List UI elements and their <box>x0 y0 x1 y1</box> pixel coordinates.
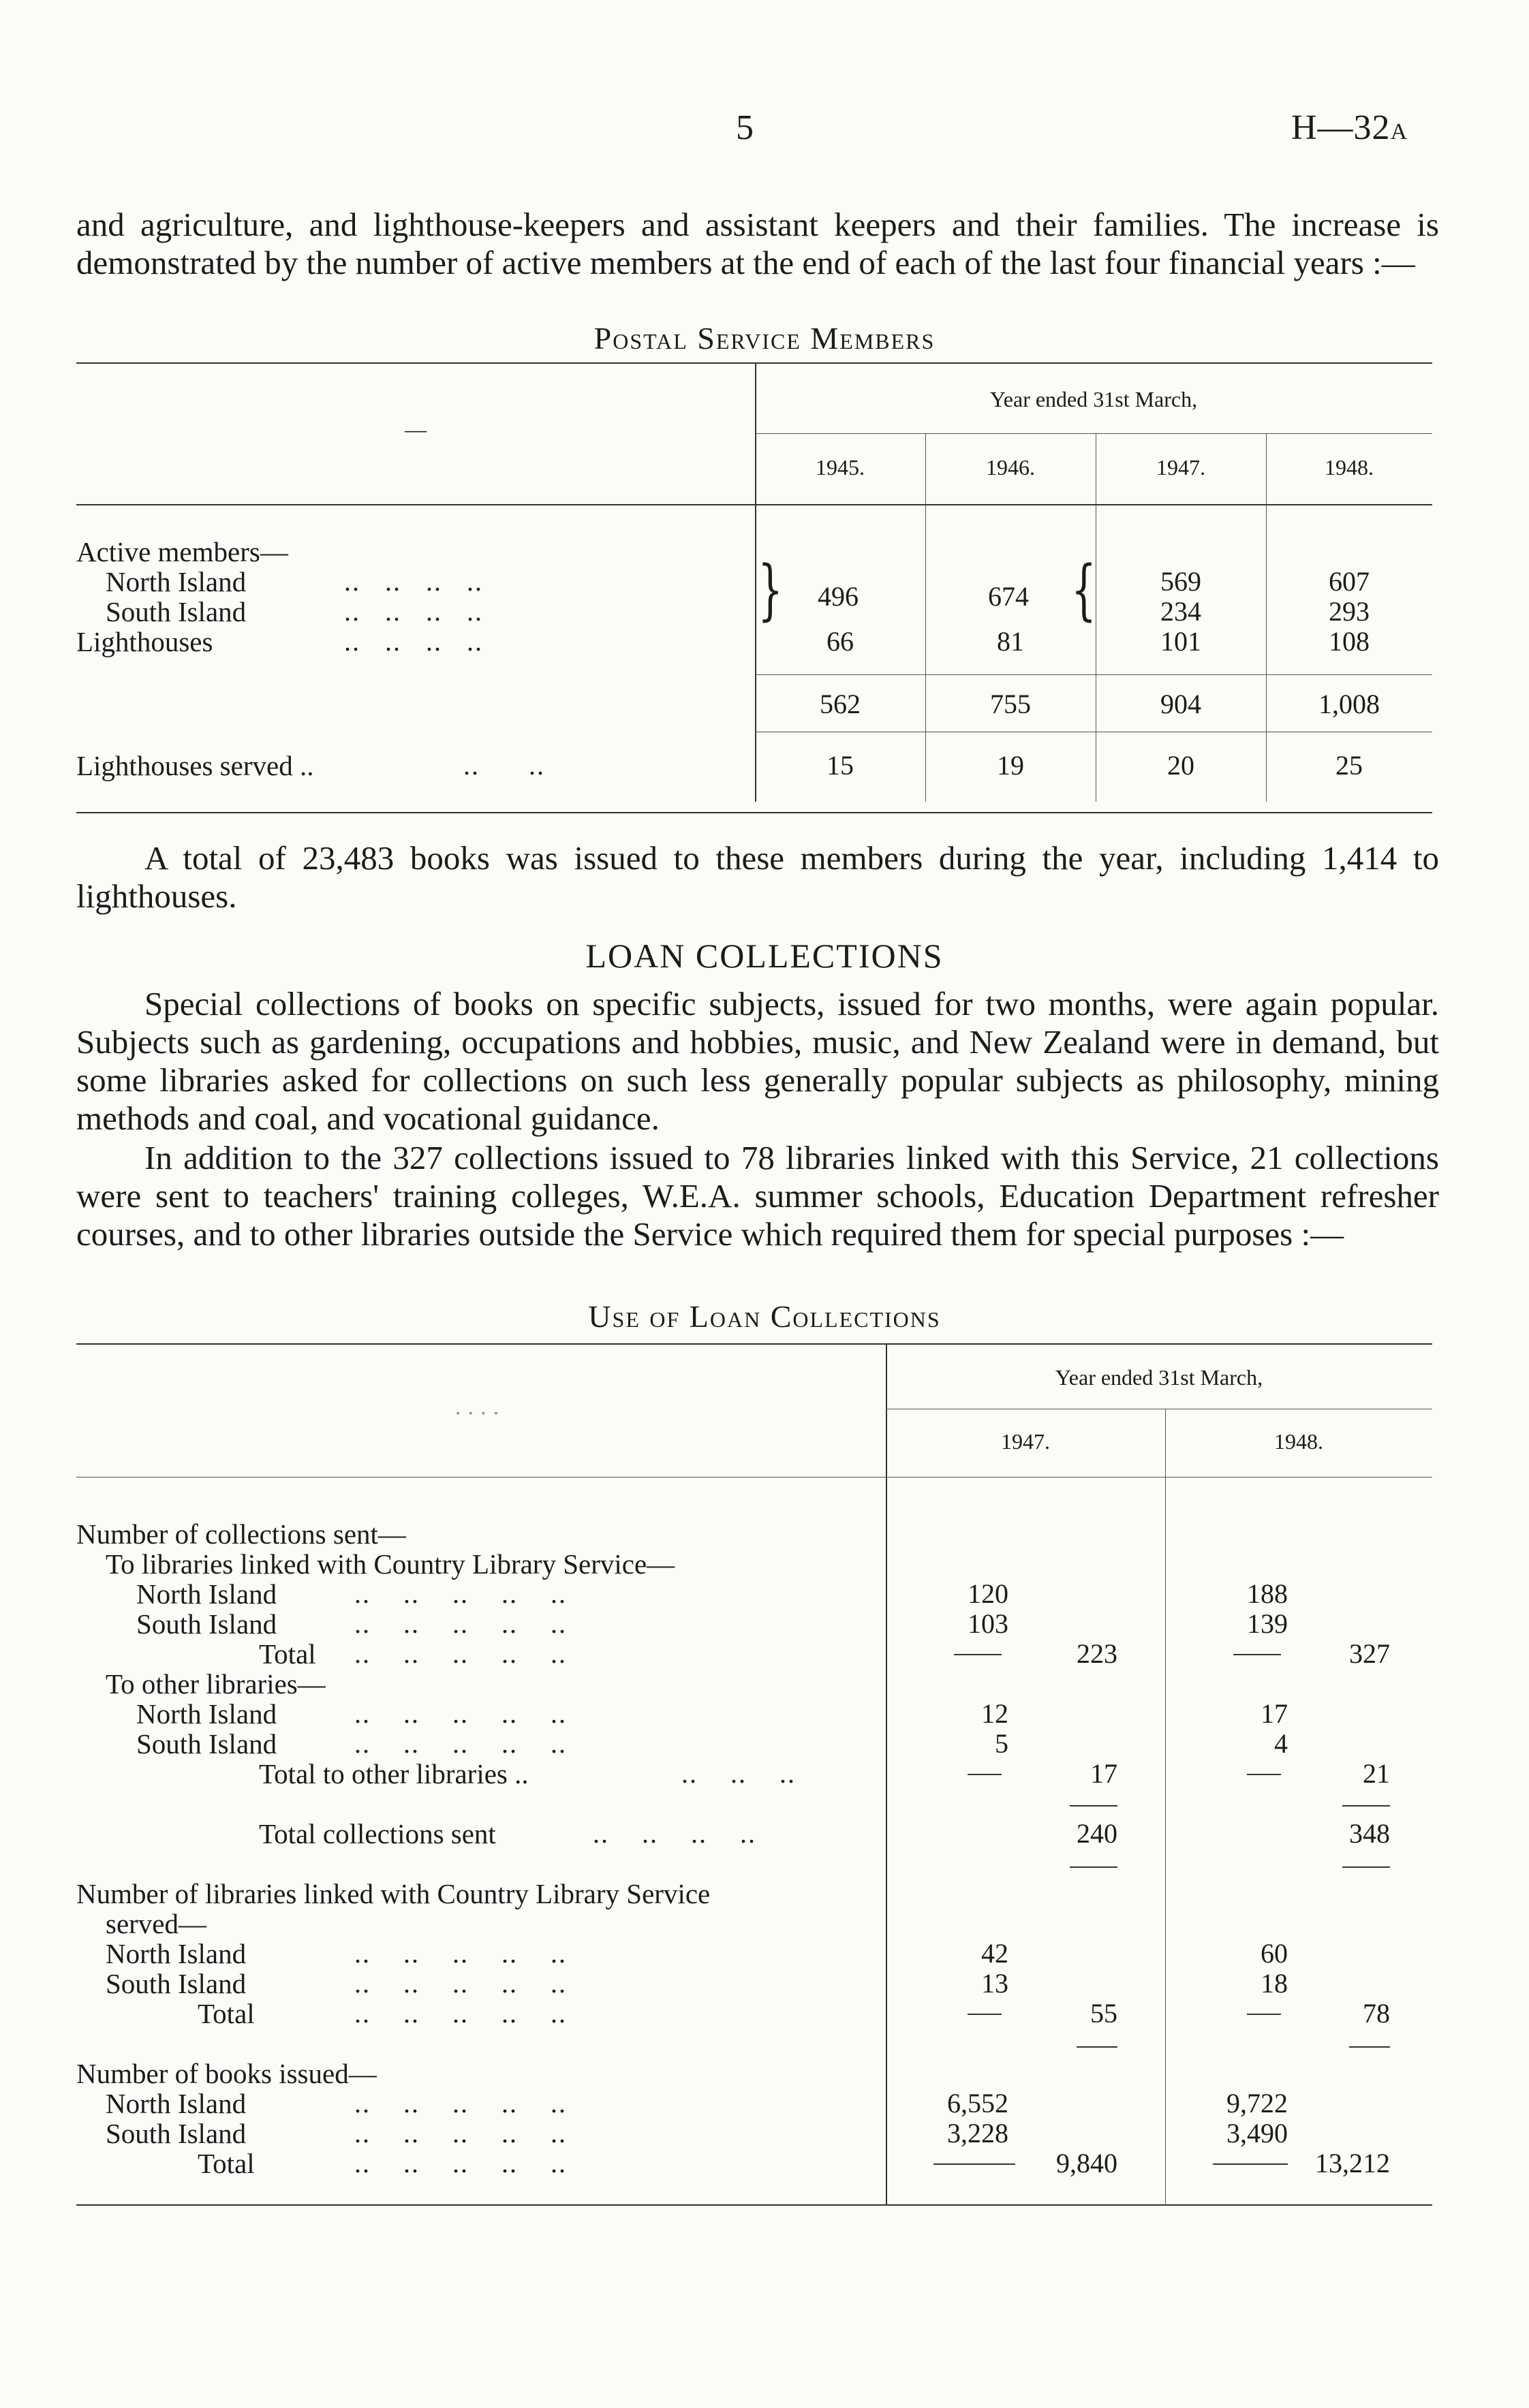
table2-stub-header: · · · · <box>454 1401 500 1425</box>
t2-label-to-other: To other libraries— <box>106 1668 326 1700</box>
t2-dots-south-served: .. .. .. .. .. <box>354 1968 567 1999</box>
document-code-suffix: A <box>1390 119 1408 144</box>
document-code-main: H—32 <box>1291 108 1391 147</box>
t2-label-south-other: South Island <box>136 1728 277 1760</box>
t2-south-books-1947: 3,228 <box>947 2118 1008 2148</box>
table1-combined-1945: 496 <box>818 581 859 612</box>
t2-north-linked-1947: 120 <box>968 1578 1008 1609</box>
table1-total-1947: 904 <box>1160 689 1201 719</box>
table1-lighthouses-1948: 108 <box>1329 626 1370 657</box>
t2-total-books-1948: 13,212 <box>1315 2148 1390 2178</box>
t2-total-other-1947: 17 <box>1090 1758 1117 1789</box>
table1-group-header: Year ended 31st March, <box>989 387 1198 411</box>
t2-north-books-1948: 9,722 <box>1226 2088 1288 2118</box>
table1-row-lighthouses-label: Lighthouses <box>76 626 213 657</box>
t2-dots-total-served: .. .. .. .. .. <box>354 1998 567 2029</box>
intro-paragraph: and agriculture, and lighthouse-keepers and assistant keepers and their families. The increase is demonstrated by the number of active members at the end of each of the last four financial years :— <box>76 206 1439 281</box>
t2-dots-total-books: .. .. .. .. .. <box>354 2148 567 2178</box>
t2-dots-south-books: .. .. .. .. .. <box>354 2118 567 2148</box>
books-total-paragraph: A total of 23,483 books was issued to these members during the year, including 1,414 to lighthouses. <box>76 839 1439 915</box>
t2-label-libs-served-1: Number of libraries linked with Country Library Service <box>76 1878 711 1909</box>
t2-label-libs-served-2: served— <box>106 1908 207 1939</box>
table1-row-north-island-dots: .. .. .. .. <box>344 566 483 597</box>
table1-row-lighthouses-dots: .. .. .. .. <box>344 626 483 657</box>
t2-north-other-1947: 12 <box>981 1698 1008 1729</box>
t2-north-served-1947: 42 <box>981 1938 1008 1969</box>
t2-total-served-1948: 78 <box>1363 1998 1390 2029</box>
page-number: 5 <box>736 108 754 147</box>
t2-north-other-1948: 17 <box>1261 1698 1288 1729</box>
t2-north-linked-1948: 188 <box>1247 1578 1288 1609</box>
table1-total-1948: 1,008 <box>1318 689 1380 719</box>
table1-served-1947: 20 <box>1167 750 1194 781</box>
t2-south-served-1948: 18 <box>1261 1968 1288 1999</box>
t2-dots-total-linked: .. .. .. .. .. <box>354 1638 567 1669</box>
table2-year-1947: 1947. <box>1001 1429 1050 1454</box>
table1-lighthouses-1946: 81 <box>997 626 1024 657</box>
table1-lighthouses-1945: 66 <box>827 626 854 657</box>
t2-total-linked-1948: 327 <box>1349 1638 1390 1669</box>
table1-total-1945: 562 <box>820 689 861 719</box>
loan-paragraph-1: Special collections of books on specific subjects, issued for two months, were again popular. Subjects such as gardening, occupations and hobbies, music, and New Zealand were in demand, but some libraries asked for collections on such less generally popular subjects as philosophy, mining methods and coal, and vocational guidance. <box>76 985 1439 1137</box>
table1-stub-header: — <box>405 417 427 441</box>
t2-total-sent-1947: 240 <box>1077 1818 1117 1849</box>
table1-row-south-island-label: South Island <box>106 596 247 627</box>
t2-south-linked-1948: 139 <box>1247 1608 1288 1639</box>
t2-label-total-other: Total to other libraries .. <box>259 1758 529 1789</box>
t2-dots-south-other: .. .. .. .. .. <box>354 1728 567 1759</box>
t2-label-total-linked: Total <box>259 1638 316 1670</box>
section-heading-loan-collections: LOAN COLLECTIONS <box>585 937 944 975</box>
t2-label-north-served: North Island <box>106 1938 247 1969</box>
table1-served-1948: 25 <box>1335 750 1363 781</box>
table1-served-1945: 15 <box>827 750 854 781</box>
table1-row-north-island-label: North Island <box>106 566 247 597</box>
t2-total-books-1947: 9,840 <box>1056 2148 1117 2178</box>
table1-south-1948: 293 <box>1329 596 1370 627</box>
t2-label-total-sent: Total collections sent <box>259 1818 496 1849</box>
t2-label-south-books: South Island <box>106 2118 247 2149</box>
table1-served-1946: 19 <box>997 750 1024 781</box>
t2-dots-south-linked: .. .. .. .. .. <box>354 1608 567 1639</box>
t2-south-linked-1947: 103 <box>968 1608 1008 1639</box>
t2-label-north-linked: North Island <box>136 1578 277 1610</box>
t2-dots-total-other: .. .. .. <box>681 1758 796 1789</box>
table1-served-dots: .. .. <box>463 750 545 781</box>
t2-north-books-1947: 6,552 <box>947 2088 1008 2118</box>
t2-dots-north-books: .. .. .. .. .. <box>354 2088 567 2118</box>
t2-south-books-1948: 3,490 <box>1226 2118 1288 2148</box>
t2-north-served-1948: 60 <box>1261 1938 1288 1969</box>
table2-group-header: Year ended 31st March, <box>1055 1365 1263 1390</box>
table1-year-1946: 1946. <box>986 455 1035 480</box>
t2-label-total-books: Total <box>198 2148 255 2179</box>
t2-dots-north-other: .. .. .. .. .. <box>354 1698 567 1729</box>
t2-label-collections-sent: Number of collections sent— <box>76 1518 406 1550</box>
table1-year-1948: 1948. <box>1325 455 1374 480</box>
table1-brace-1945: } <box>758 552 783 628</box>
document-code <box>1291 108 1408 148</box>
table1-south-1947: 234 <box>1160 596 1201 627</box>
t2-label-north-books: North Island <box>106 2088 247 2119</box>
table1-total-1946: 755 <box>990 689 1031 719</box>
t2-total-served-1947: 55 <box>1090 1998 1117 2029</box>
t2-total-linked-1947: 223 <box>1077 1638 1117 1669</box>
t2-label-total-served: Total <box>198 1998 255 2029</box>
t2-label-to-linked: To libraries linked with Country Library Service— <box>106 1548 675 1580</box>
table1-north-1947: 569 <box>1160 566 1201 597</box>
table1-row-south-island-dots: .. .. .. .. <box>344 596 483 627</box>
table1-row-group-label: Active members— <box>76 536 288 567</box>
t2-south-other-1948: 4 <box>1274 1728 1288 1759</box>
loan-paragraph-2: In addition to the 327 collections issued to 78 libraries linked with this Service, 21 collections were sent to teachers' training colleges, W.E.A. summer schools, Education Department refresher courses, and to other libraries outside the Service which required them for special purposes :— <box>76 1139 1439 1253</box>
t2-dots-total-sent: .. .. .. .. <box>593 1818 756 1849</box>
table1-year-1945: 1945. <box>816 455 865 480</box>
table1-year-1947: 1947. <box>1156 455 1205 480</box>
t2-south-other-1947: 5 <box>995 1728 1008 1759</box>
table1-lighthouses-1947: 101 <box>1160 626 1201 657</box>
t2-label-north-other: North Island <box>136 1698 277 1730</box>
table2-year-1948: 1948. <box>1274 1429 1323 1454</box>
table1-title: Postal Service Members <box>593 321 936 356</box>
t2-south-served-1947: 13 <box>981 1968 1008 1999</box>
t2-dots-north-served: .. .. .. .. .. <box>354 1938 567 1969</box>
table1-north-1948: 607 <box>1329 566 1370 597</box>
t2-label-south-linked: South Island <box>136 1608 277 1640</box>
t2-total-sent-1948: 348 <box>1349 1818 1390 1849</box>
t2-label-south-served: South Island <box>106 1968 247 1999</box>
t2-total-other-1948: 21 <box>1363 1758 1390 1789</box>
table1-combined-1946: 674 <box>988 581 1029 612</box>
table1-served-label: Lighthouses served .. <box>76 750 314 781</box>
t2-label-books: Number of books issued— <box>76 2058 377 2089</box>
t2-dots-north-linked: .. .. .. .. .. <box>354 1578 567 1609</box>
table2-title: Use of Loan Collections <box>588 1299 941 1334</box>
table1-brace-1946: { <box>1071 552 1096 628</box>
